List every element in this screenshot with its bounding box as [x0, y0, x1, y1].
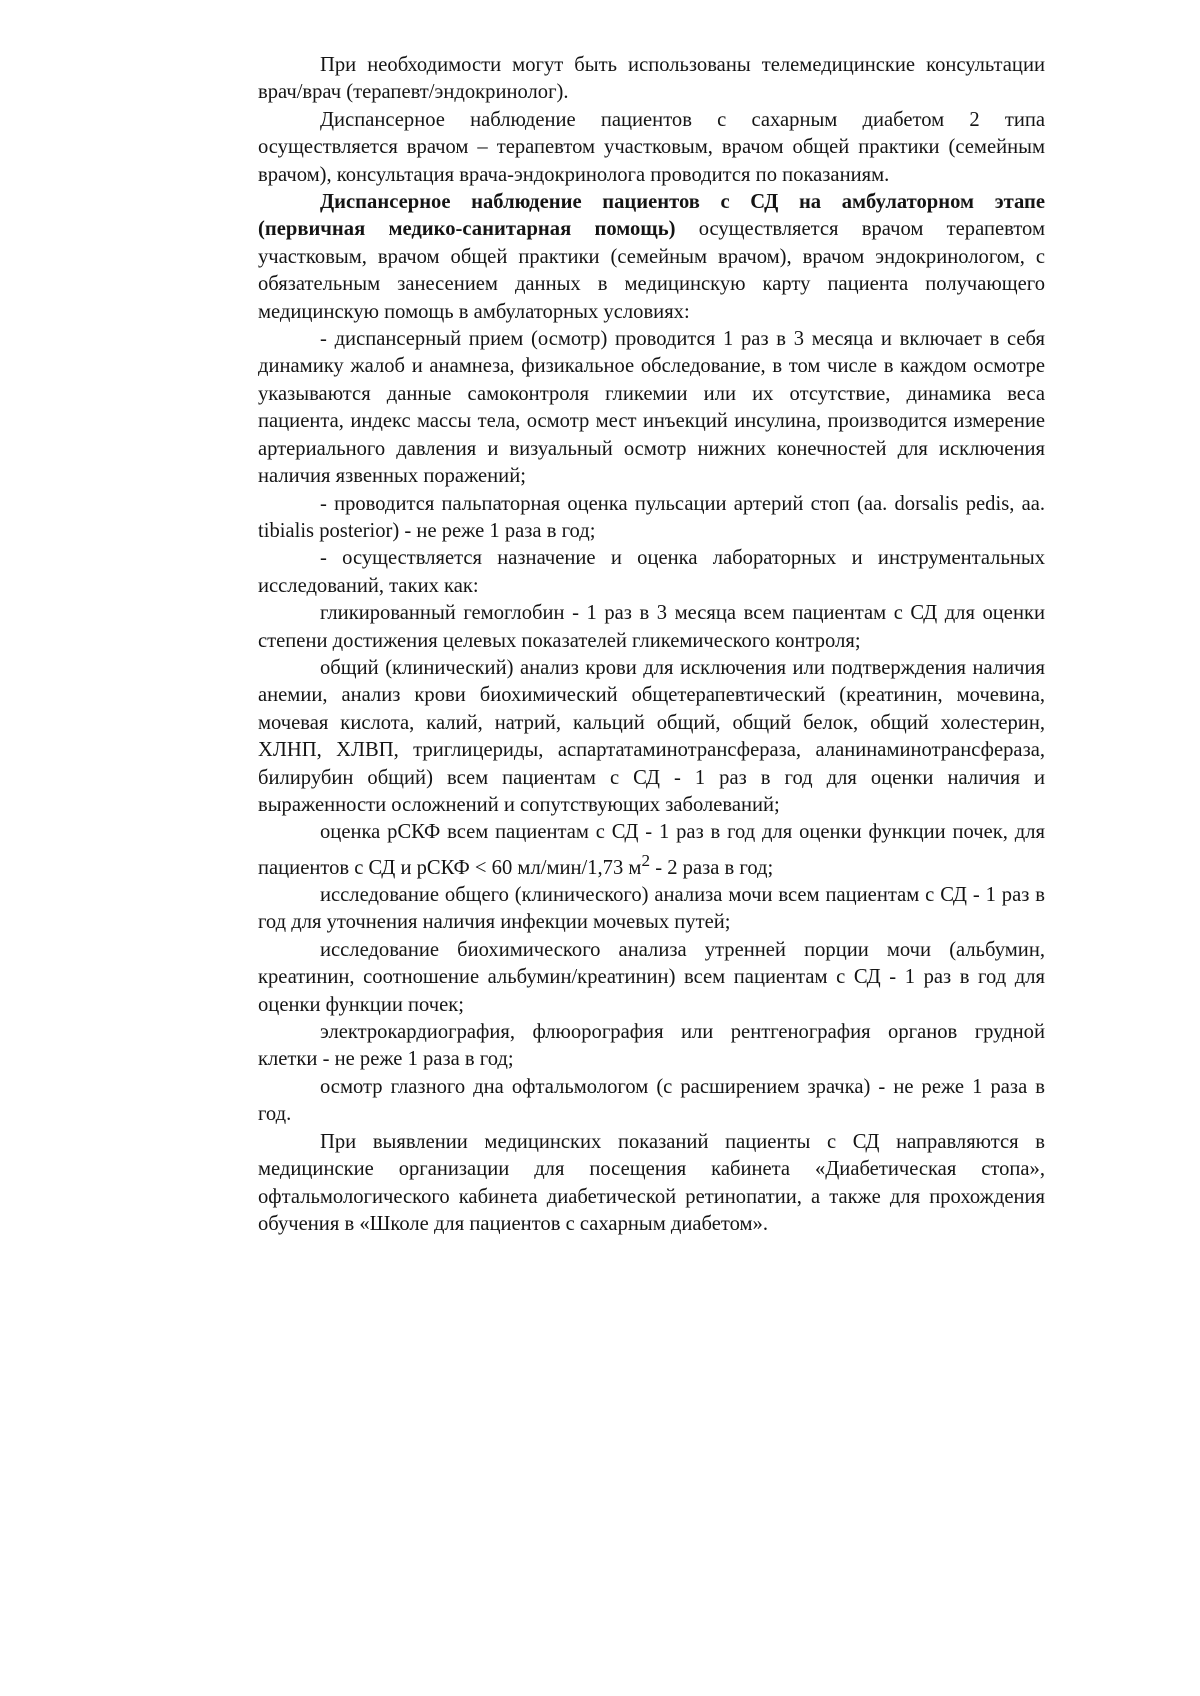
paragraph-text: исследование биохимического анализа утренней порции мочи (альбумин, креатинин, соотношение альбумин/креатинин) всем пациентам с СД - 1 раз в год для оценки функции почек; [258, 938, 1045, 1016]
paragraph-dispensary-type2 [258, 107, 1045, 189]
paragraph-text: При выявлении медицинских показаний пациенты с СД направляются в медицинские организации для посещения кабинета «Диабетическая стопа», офтальмологического кабинета диабетической ретинопатии, а также для прохождения обучения в «Школе для пациентов с сахарным диабетом». [258, 1130, 1045, 1235]
list-item-assignment [258, 545, 1045, 600]
paragraph-bold-lead: Диспансерное наблюдение пациентов с СД на амбулаторном этапе (первичная медико-санитарная помощь) [258, 191, 1045, 241]
paragraph-text: гликированный гемоглобин - 1 раз в 3 месяца всем пациентам с СД для оценки степени достижения целевых показателей гликемического контроля; [258, 602, 1045, 652]
paragraph-text: оценка рСКФ всем пациентам с СД - 1 раз в год для оценки функции почек, для пациентов с СД и рСКФ < 60 мл/мин/1,73 м [258, 821, 1045, 879]
list-item-reception [258, 326, 1045, 490]
list-item-morning-urine [258, 937, 1045, 1019]
list-item-hba1c [258, 600, 1045, 655]
list-item-palpation [258, 491, 1045, 546]
list-item-fundus [258, 1074, 1045, 1129]
paragraph-text: - 2 раза в год; [650, 856, 774, 879]
paragraph-text: общий (клинический) анализ крови для исключения или подтверждения наличия анемии, анализ крови биохимический общетерапевтический (креатинин, мочевина, мочевая кислота, калий, натрий, кальций общий, общий белок, общий холестерин, ХЛНП, ХЛВП, триглицериды, аспартатаминотрансфераза, аланинаминотрансфераза, билирубин общий) всем пациентам с СД - 1 раз в год для оценки наличия и выраженности осложнений и сопутствующих заболеваний; [258, 656, 1045, 816]
list-item-urine [258, 882, 1045, 937]
superscript: 2 [641, 850, 651, 870]
paragraph-dispensary-outpatient [258, 189, 1045, 326]
paragraph-telemedicine [258, 52, 1045, 107]
paragraph-text: Диспансерное наблюдение пациентов с сахарным диабетом 2 типа осуществляется врачом – терапевтом участковым, врачом общей практики (семейным врачом), консультация врача-эндокринолога проводится по показаниям. [258, 108, 1045, 186]
paragraph-text: осмотр глазного дна офтальмологом (с расширением зрачка) - не реже 1 раза в год. [258, 1075, 1045, 1126]
paragraph-text: При необходимости могут быть использованы телемедицинские консультации врач/врач (терапевт/эндокринолог). [258, 54, 1045, 104]
paragraph-text: осуществляется врачом терапевтом участковым, врачом общей практики (семейным врачом), врачом эндокринологом, с обязательным занесением данных в медицинскую карту пациента получающего медицинскую помощь в амбулаторных условиях: [258, 218, 1045, 323]
paragraph-text: электрокардиография, флюорография или рентгенография органов грудной клетки - не реже 1 раза в год; [258, 1021, 1045, 1071]
paragraph-text: исследование общего (клинического) анализа мочи всем пациентам с СД - 1 раз в год для уточнения наличия инфекции мочевых путей; [258, 884, 1045, 934]
list-item-blood-tests [258, 655, 1045, 819]
document-page [258, 52, 1045, 1238]
list-item-egfr [258, 819, 1045, 882]
paragraph-referral [258, 1129, 1045, 1239]
paragraph-text: - диспансерный прием (осмотр) проводится 1 раз в 3 месяца и включает в себя динамику жалоб и анамнеза, физикальное обследование, в том числе в каждом осмотре указываются данные самоконтроля гликемии или их отсутствие, динамика веса пациента, индекс массы тела, осмотр мест инъекций инсулина, производится измерение артериального давления и визуальный осмотр нижних конечностей для исключения наличия язвенных поражений; [258, 328, 1045, 488]
paragraph-text: - проводится пальпаторная оценка пульсации артерий стоп (aa. dorsalis pedis, aa. tibialis posterior) - не реже 1 раза в год; [258, 492, 1045, 542]
paragraph-text: - осуществляется назначение и оценка лабораторных и инструментальных исследований, таких как: [258, 547, 1045, 597]
list-item-ecg [258, 1019, 1045, 1074]
